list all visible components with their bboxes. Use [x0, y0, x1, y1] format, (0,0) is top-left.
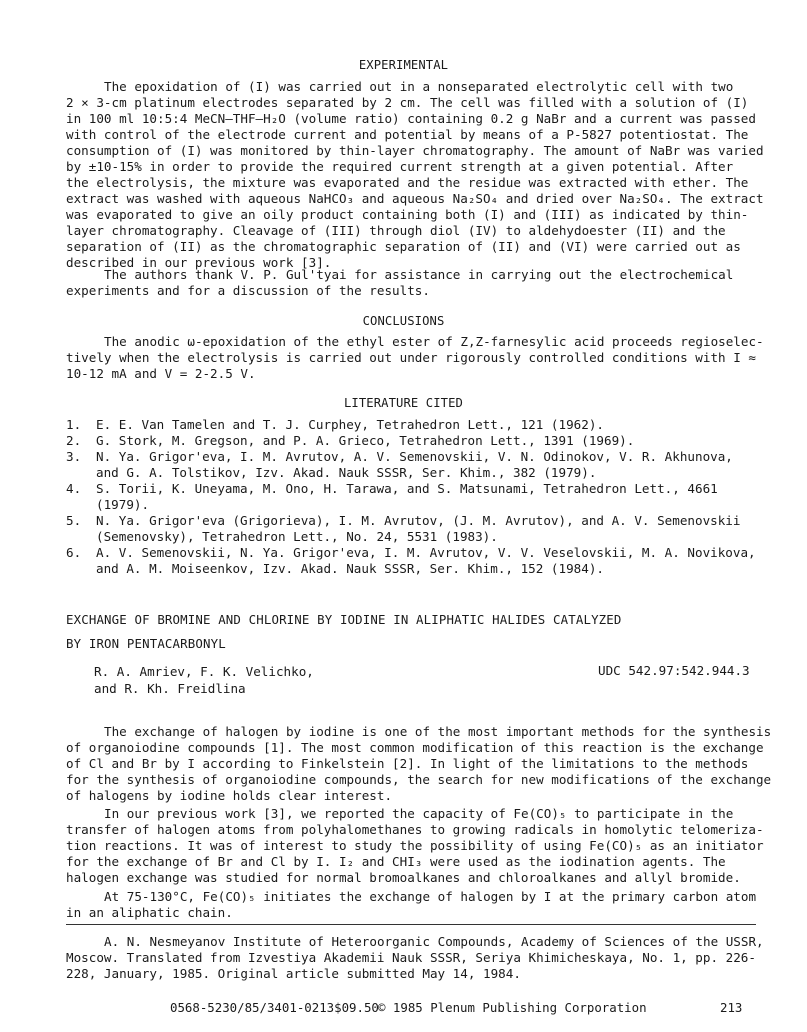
text-line: layer chromatography. Cleavage of (III) through diol (IV) to aldehydoester (II) and the [66, 223, 726, 238]
reference-number: 1. [66, 417, 82, 432]
text-line: The authors thank V. P. Gul'tyai for assistance in carrying out the electrochemical [104, 267, 734, 282]
text-line: At 75-130°C, Fe(CO)₅ initiates the exchange of halogen by I at the primary carbon atom [104, 889, 757, 904]
reference-text: N. Ya. Grigor'eva, I. M. Avrutov, A. V. Semenovskii, V. N. Odinokov, V. R. Akhunova, [96, 449, 733, 464]
authors-line: R. A. Amriev, F. K. Velichko, [94, 664, 314, 679]
conclusions-paragraph [66, 334, 764, 382]
text-line: with control of the electrode current and potential by means of a P-5827 potentiostat. The [66, 127, 749, 142]
reference-number: 5. [66, 513, 82, 528]
udc-code: UDC 542.97:542.944.3 [598, 663, 750, 678]
article-authors [94, 663, 314, 697]
text-line: transfer of halogen atoms from polyhalomethanes to growing radicals in homolytic telomeriza- [66, 822, 764, 837]
authors-line: and R. Kh. Freidlina [94, 681, 246, 696]
text-line: for the exchange of Br and Cl by I. I₂ and CHI₃ were used as the iodination agents. The [66, 854, 726, 869]
footnote-divider [66, 924, 756, 925]
reference-item [66, 433, 756, 449]
text-line: 228, January, 1985. Original article submitted May 14, 1984. [66, 966, 521, 981]
reference-text: and G. A. Tolstikov, Izv. Akad. Nauk SSSR, Ser. Khim., 382 (1979). [96, 465, 597, 480]
text-line: consumption of (I) was monitored by thin-layer chromatography. The amount of NaBr was varied [66, 143, 764, 158]
article-paragraph-3 [66, 889, 757, 921]
affiliation-footnote [66, 934, 764, 982]
reference-number: 4. [66, 481, 82, 496]
publication-code: 0568-5230/85/3401-0213$09.50 [170, 1000, 379, 1015]
reference-text: N. Ya. Grigor'eva (Grigorieva), I. M. Avrutov, (J. M. Avrutov), and A. V. Semenovskii [96, 513, 741, 528]
text-line: by ±10-15% in order to provide the required current strength at a given potential. After [66, 159, 734, 174]
reference-list [66, 417, 756, 577]
article-title-line-1: EXCHANGE OF BROMINE AND CHLORINE BY IODINE IN ALIPHATIC HALIDES CATALYZED [66, 612, 622, 627]
reference-number: 2. [66, 433, 82, 448]
article-title-line-2: BY IRON PENTACARBONYL [66, 636, 226, 651]
reference-text: and A. M. Moiseenkov, Izv. Akad. Nauk SSSR, Ser. Khim., 152 (1984). [96, 561, 604, 576]
text-line: was evaporated to give an oily product containing both (I) and (III) as indicated by thin- [66, 207, 749, 222]
reference-text: (Semenovsky), Tetrahedron Lett., No. 24, 5531 (1983). [96, 529, 498, 544]
reference-number: 3. [66, 449, 82, 464]
reference-item [66, 545, 756, 577]
text-line: A. N. Nesmeyanov Institute of Heteroorganic Compounds, Academy of Sciences of the USSR, [104, 934, 764, 949]
text-line: experiments and for a discussion of the results. [66, 283, 430, 298]
copyright-notice: © 1985 Plenum Publishing Corporation [378, 1000, 647, 1015]
text-line: tion reactions. It was of interest to study the possibility of using Fe(CO)₅ as an initiator [66, 838, 764, 853]
reference-number: 6. [66, 545, 82, 560]
reference-item [66, 417, 756, 433]
article-paragraph-1 [66, 724, 772, 804]
text-line: in 100 ml 10:5:4 MeCN—THF—H₂O (volume ratio) containing 0.2 g NaBr and a current was passed [66, 111, 756, 126]
page-number: 213 [720, 1000, 743, 1015]
text-line: The exchange of halogen by iodine is one of the most important methods for the synthesis [104, 724, 772, 739]
reference-item [66, 513, 756, 545]
conclusions-heading: CONCLUSIONS [362, 314, 445, 328]
text-line: extract was washed with aqueous NaHCO₃ and aqueous Na₂SO₄ and dried over Na₂SO₄. The extract [66, 191, 764, 206]
experimental-heading: EXPERIMENTAL [358, 58, 449, 72]
text-line: the electrolysis, the mixture was evaporated and the residue was extracted with ether. The [66, 175, 749, 190]
text-line: Moscow. Translated from Izvestiya Akademii Nauk SSSR, Seriya Khimicheskaya, No. 1, pp. 226- [66, 950, 756, 965]
article-paragraph-2 [66, 806, 764, 886]
text-line: 10-12 mA and V = 2-2.5 V. [66, 366, 256, 381]
text-line: of halogens by iodine holds clear interest. [66, 788, 393, 803]
text-line: 2 × 3-cm platinum electrodes separated by 2 cm. The cell was filled with a solution of (I) [66, 95, 749, 110]
text-line: halogen exchange was studied for normal bromoalkanes and chloroalkanes and allyl bromide. [66, 870, 741, 885]
text-line: of organoiodine compounds [1]. The most common modification of this reaction is the exchange [66, 740, 764, 755]
text-line: for the synthesis of organoiodine compounds, the search for new modifications of the exchange [66, 772, 772, 787]
reference-text: E. E. Van Tamelen and T. J. Curphey, Tetrahedron Lett., 121 (1962). [96, 417, 604, 432]
reference-text: (1979). [96, 497, 150, 512]
literature-heading: LITERATURE CITED [344, 396, 463, 410]
text-line: The epoxidation of (I) was carried out in a nonseparated electrolytic cell with two [104, 79, 734, 94]
text-line: separation of (II) as the chromatographic separation of (II) and (VI) were carried out as [66, 239, 741, 254]
text-line: described in our previous work [3]. [66, 255, 332, 270]
reference-text: G. Stork, M. Gregson, and P. A. Grieco, Tetrahedron Lett., 1391 (1969). [96, 433, 635, 448]
acknowledgment-paragraph [66, 267, 746, 299]
experimental-paragraph-1 [66, 79, 764, 271]
reference-item [66, 449, 756, 481]
reference-item [66, 481, 756, 513]
text-line: of Cl and Br by I according to Finkelstein [2]. In light of the limitations to the methods [66, 756, 749, 771]
text-line: tively when the electrolysis is carried out under rigorously controlled conditions with I ≈ [66, 350, 756, 365]
reference-text: S. Torii, K. Uneyama, M. Ono, H. Tarawa, and S. Matsunami, Tetrahedron Lett., 4661 [96, 481, 718, 496]
text-line: The anodic ω-epoxidation of the ethyl ester of Z,Z-farnesylic acid proceeds regioselec- [104, 334, 764, 349]
text-line: in an aliphatic chain. [66, 905, 233, 920]
text-line: In our previous work [3], we reported the capacity of Fe(CO)₅ to participate in the [104, 806, 734, 821]
reference-text: A. V. Semenovskii, N. Ya. Grigor'eva, I. M. Avrutov, V. V. Veselovskii, M. A. Novikova, [96, 545, 756, 560]
